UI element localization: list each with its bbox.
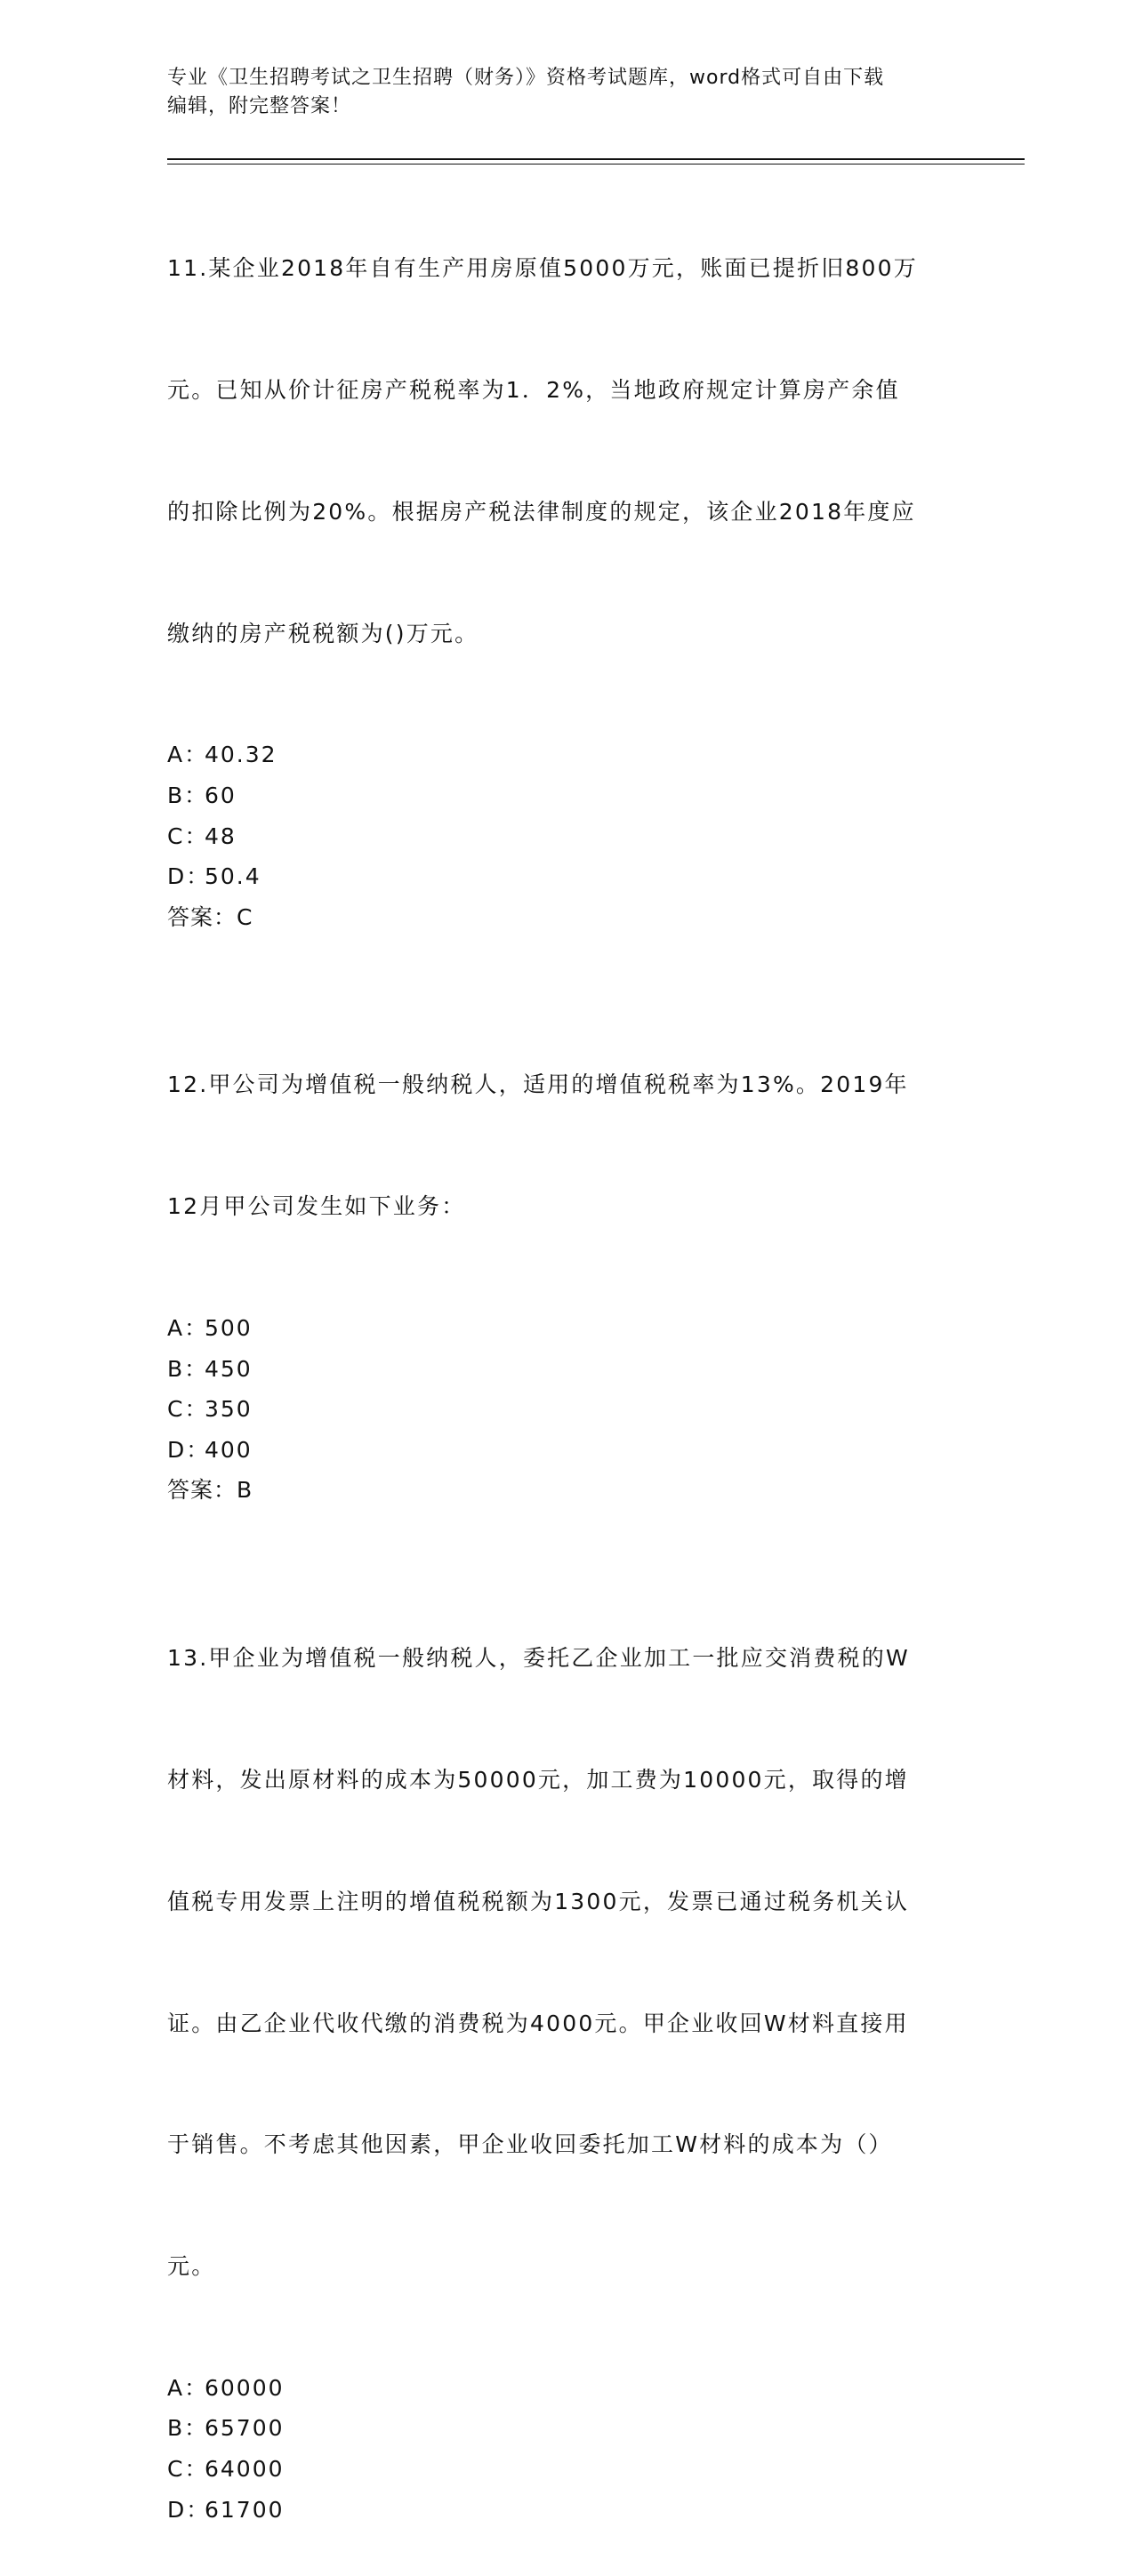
- option-key: A：: [167, 2374, 209, 2401]
- answer: [167, 897, 968, 938]
- option-key: D：: [167, 863, 211, 890]
- option-key: B：: [167, 2415, 209, 2442]
- answer-label: 答案：: [167, 903, 237, 930]
- option-b: [167, 775, 968, 816]
- option-value: 500: [205, 1315, 253, 1342]
- answer: [167, 1470, 968, 1511]
- option-a: [167, 1308, 968, 1349]
- answer-value: C: [237, 903, 253, 930]
- question-line: 证。由乙企业代收代缴的消费税为4000元。甲企业收回W材料直接用: [167, 2010, 909, 2036]
- question-list: [167, 167, 968, 2576]
- option-d: [167, 856, 968, 897]
- option-c: [167, 816, 968, 857]
- question-line: 11.某企业2018年自有生产用房原值5000万元，账面已提折旧800万: [167, 255, 918, 282]
- option-a: [167, 734, 968, 775]
- option-key: C：: [167, 823, 209, 849]
- option-key: D：: [167, 1436, 211, 1463]
- question-line: 12月甲公司发生如下业务：: [167, 1193, 466, 1220]
- option-value: 400: [205, 1436, 253, 1463]
- question-text: [167, 167, 968, 734]
- question-line: 于销售。不考虑其他因素，甲企业收回委托加工W材料的成本为（）: [167, 2131, 893, 2158]
- option-key: C：: [167, 2456, 209, 2483]
- option-b: [167, 2408, 968, 2449]
- option-key: A：: [167, 1315, 209, 1342]
- header-divider-thick: [167, 158, 1025, 160]
- option-value: 65700: [205, 2415, 285, 2442]
- option-key: A：: [167, 742, 209, 768]
- question-12: [167, 983, 968, 1511]
- option-value: 60: [205, 782, 237, 808]
- question-line: 材料，发出原材料的成本为50000元，加工费为10000元，取得的增: [167, 1766, 909, 1793]
- question-line: 12.甲公司为增值税一般纳税人，适用的增值税税率为13%。2019年: [167, 1071, 909, 1098]
- option-value: 50.4: [205, 863, 261, 890]
- option-d: [167, 1430, 968, 1471]
- question-line: 缴纳的房产税税额为()万元。: [167, 620, 479, 646]
- question-line: 元。已知从价计征房产税税率为1．2%，当地政府规定计算房产余值: [167, 376, 900, 403]
- question-text: [167, 983, 968, 1308]
- header-line-2: 编辑，附完整答案！: [167, 95, 352, 117]
- question-11: [167, 167, 968, 937]
- option-c: [167, 2449, 968, 2490]
- header-divider-thin: [167, 164, 1025, 165]
- question-line: 元。: [167, 2253, 216, 2280]
- option-value: 450: [205, 1355, 253, 1382]
- option-b: [167, 1349, 968, 1390]
- question-13: [167, 1557, 968, 2530]
- option-d: [167, 2490, 968, 2531]
- option-key: B：: [167, 782, 209, 808]
- option-value: 61700: [205, 2496, 285, 2523]
- header-line-1: 专业《卫生招聘考试之卫生招聘（财务）》资格考试题库，word格式可自由下载: [167, 67, 885, 89]
- answer-value: B: [237, 1477, 253, 1504]
- question-line: 的扣除比例为20%。根据房产税法律制度的规定，该企业2018年度应: [167, 498, 916, 525]
- option-value: 48: [205, 823, 237, 849]
- option-key: C：: [167, 1396, 209, 1423]
- question-text: [167, 1557, 968, 2368]
- option-key: B：: [167, 1355, 209, 1382]
- option-value: 60000: [205, 2374, 285, 2401]
- option-value: 40.32: [205, 742, 277, 768]
- option-value: 64000: [205, 2456, 285, 2483]
- answer-label: 答案：: [167, 1477, 237, 1504]
- question-line: 值税专用发票上注明的增值税税额为1300元，发票已通过税务机关认: [167, 1888, 910, 1914]
- option-value: 350: [205, 1396, 253, 1423]
- question-line: 13.甲企业为增值税一般纳税人，委托乙企业加工一批应交消费税的W: [167, 1645, 910, 1672]
- option-c: [167, 1389, 968, 1430]
- option-a: [167, 2368, 968, 2409]
- option-key: D：: [167, 2496, 211, 2523]
- document-header: [167, 64, 950, 121]
